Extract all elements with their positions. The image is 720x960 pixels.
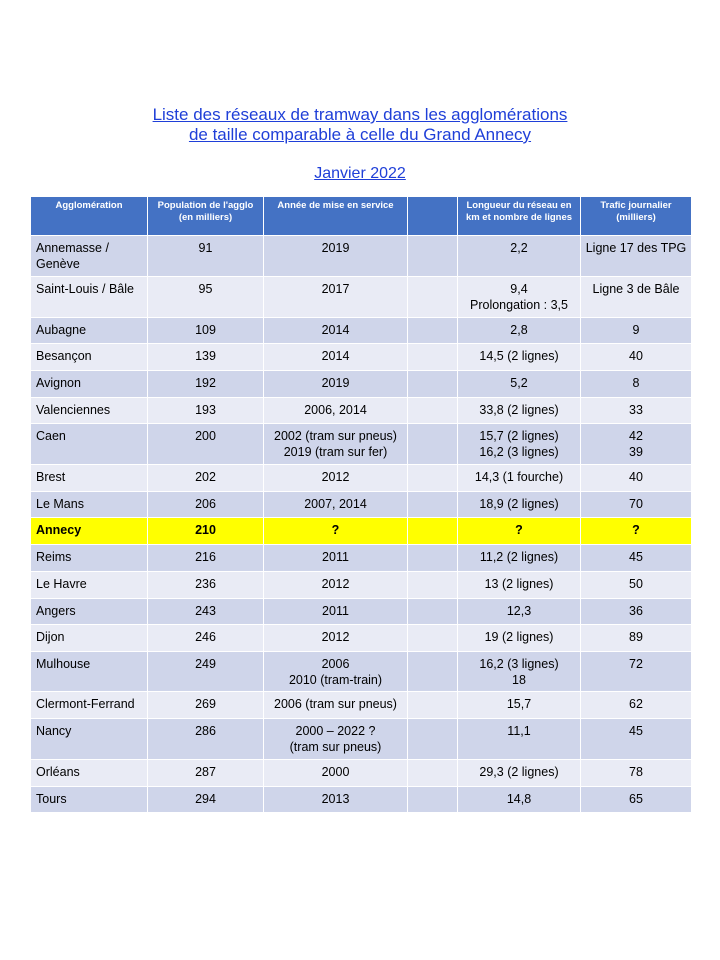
cell-year xyxy=(264,492,408,518)
cell-year-line: 2013 xyxy=(321,792,350,806)
cell-year-line: 2011 xyxy=(322,550,349,564)
cell-population: 269 xyxy=(148,692,264,719)
table-row xyxy=(31,760,692,787)
cell-traffic xyxy=(581,545,692,572)
table-row xyxy=(31,492,692,518)
cell-length xyxy=(458,760,581,787)
cell-year-line: 2014 xyxy=(321,323,350,337)
cell-year xyxy=(264,318,408,344)
cell-length-line: 14,5 (2 lignes) xyxy=(479,349,559,363)
cell-empty xyxy=(408,572,458,599)
cell-length xyxy=(458,398,581,424)
cell-traffic xyxy=(581,652,692,692)
cell-agglomeration: Caen xyxy=(31,424,148,465)
cell-population: 210 xyxy=(148,518,264,545)
cell-traffic xyxy=(581,465,692,492)
cell-traffic-line: 72 xyxy=(629,657,643,671)
header-population: Population de l'agglo (en milliers) xyxy=(148,197,264,236)
cell-length-line: 2,8 xyxy=(510,323,528,337)
table-row xyxy=(31,465,692,492)
cell-agglomeration: Le Mans xyxy=(31,492,148,518)
cell-traffic xyxy=(581,318,692,344)
cell-length-line: 9,4 xyxy=(510,282,528,296)
cell-traffic xyxy=(581,760,692,787)
table-row xyxy=(31,344,692,371)
cell-population: 236 xyxy=(148,572,264,599)
cell-length xyxy=(458,318,581,344)
cell-length-line: 33,8 (2 lignes) xyxy=(479,403,559,417)
cell-empty xyxy=(408,518,458,545)
cell-population: 91 xyxy=(148,236,264,277)
title-line-1: Liste des réseaux de tramway dans les agglomérations xyxy=(152,105,568,124)
cell-empty xyxy=(408,492,458,518)
cell-agglomeration: Le Havre xyxy=(31,572,148,599)
cell-traffic-line: 70 xyxy=(629,497,643,511)
table-row xyxy=(31,398,692,424)
cell-traffic xyxy=(581,719,692,760)
cell-year-line: 2017 xyxy=(321,282,350,296)
cell-length-line: 16,2 (3 lignes) xyxy=(479,657,559,671)
cell-length xyxy=(458,344,581,371)
cell-traffic-line: 8 xyxy=(632,376,640,390)
cell-agglomeration: Tours xyxy=(31,787,148,813)
cell-length xyxy=(458,692,581,719)
cell-empty xyxy=(408,398,458,424)
cell-traffic xyxy=(581,492,692,518)
table-row xyxy=(31,719,692,760)
cell-year xyxy=(264,398,408,424)
cell-empty xyxy=(408,760,458,787)
cell-traffic xyxy=(581,371,692,398)
cell-traffic-line: 50 xyxy=(629,577,643,591)
header-agglomeration: Agglomération xyxy=(31,197,148,236)
cell-year xyxy=(264,625,408,652)
header-traffic: Trafic journalier (milliers) xyxy=(581,197,692,236)
cell-empty xyxy=(408,465,458,492)
table-row xyxy=(31,277,692,318)
cell-length-line: 12,3 xyxy=(506,604,532,618)
cell-year-line: 2019 xyxy=(321,376,350,390)
cell-empty xyxy=(408,692,458,719)
cell-length-line: 14,8 xyxy=(506,792,532,806)
cell-year-line: ? xyxy=(331,523,340,537)
cell-year xyxy=(264,760,408,787)
cell-length xyxy=(458,652,581,692)
cell-length-line: 29,3 (2 lignes) xyxy=(479,765,559,779)
cell-year-line: 2002 (tram sur pneus) xyxy=(274,429,397,443)
cell-year xyxy=(264,652,408,692)
cell-traffic-line: Ligne 17 des TPG xyxy=(585,241,687,255)
cell-population: 206 xyxy=(148,492,264,518)
cell-length xyxy=(458,719,581,760)
title-line-2: de taille comparable à celle du Grand Annecy xyxy=(188,125,532,144)
cell-traffic-line: 45 xyxy=(629,550,643,564)
cell-population: 294 xyxy=(148,787,264,813)
cell-year xyxy=(264,277,408,318)
cell-agglomeration: Aubagne xyxy=(31,318,148,344)
cell-agglomeration: Dijon xyxy=(31,625,148,652)
cell-empty xyxy=(408,625,458,652)
cell-agglomeration: Annecy xyxy=(31,518,148,545)
cell-length-line: 15,7 xyxy=(506,697,532,711)
table-row xyxy=(31,599,692,625)
cell-length-line: 15,7 (2 lignes) xyxy=(479,429,559,443)
cell-length-line: 18,9 (2 lignes) xyxy=(479,497,559,511)
cell-length xyxy=(458,518,581,545)
cell-traffic xyxy=(581,518,692,545)
cell-length xyxy=(458,625,581,652)
header-row xyxy=(31,197,692,236)
cell-traffic-line: 39 xyxy=(629,445,643,459)
cell-traffic xyxy=(581,344,692,371)
cell-length-line: 11,1 xyxy=(507,724,531,738)
cell-agglomeration: Valenciennes xyxy=(31,398,148,424)
cell-empty xyxy=(408,652,458,692)
cell-traffic xyxy=(581,424,692,465)
cell-traffic-line: 33 xyxy=(629,403,643,417)
cell-year-line: 2007, 2014 xyxy=(304,497,367,511)
cell-year-line: 2006 (tram sur pneus) xyxy=(274,697,397,711)
cell-empty xyxy=(408,371,458,398)
cell-length-line: Prolongation : 3,5 xyxy=(470,298,568,312)
cell-year xyxy=(264,371,408,398)
cell-agglomeration: Reims xyxy=(31,545,148,572)
cell-length-line: ? xyxy=(515,523,523,537)
cell-empty xyxy=(408,277,458,318)
cell-year xyxy=(264,692,408,719)
cell-population: 202 xyxy=(148,465,264,492)
cell-year-line: (tram sur pneus) xyxy=(289,740,382,754)
cell-population: 200 xyxy=(148,424,264,465)
cell-agglomeration: Saint-Louis / Bâle xyxy=(31,277,148,318)
table-row xyxy=(31,572,692,599)
cell-length xyxy=(458,371,581,398)
cell-population: 243 xyxy=(148,599,264,625)
cell-length xyxy=(458,465,581,492)
cell-year xyxy=(264,518,408,545)
header-year: Année de mise en service xyxy=(264,197,408,236)
table-row xyxy=(31,787,692,813)
cell-length xyxy=(458,424,581,465)
cell-length xyxy=(458,236,581,277)
cell-agglomeration: Avignon xyxy=(31,371,148,398)
cell-traffic-line: 62 xyxy=(629,697,643,711)
cell-population: 193 xyxy=(148,398,264,424)
cell-year-line: 2000 xyxy=(321,765,350,779)
cell-empty xyxy=(408,545,458,572)
date-label: Janvier 2022 xyxy=(314,165,406,182)
cell-length xyxy=(458,599,581,625)
cell-population: 249 xyxy=(148,652,264,692)
cell-year-line: 2012 xyxy=(321,630,350,644)
cell-year-line: 2006, 2014 xyxy=(304,403,367,417)
table-row xyxy=(31,424,692,465)
cell-empty xyxy=(408,787,458,813)
cell-agglomeration: Mulhouse xyxy=(31,652,148,692)
cell-length-line: 5,2 xyxy=(510,376,528,390)
cell-traffic xyxy=(581,236,692,277)
table-row xyxy=(31,692,692,719)
cell-traffic xyxy=(581,277,692,318)
cell-population: 246 xyxy=(148,625,264,652)
cell-year xyxy=(264,545,408,572)
cell-traffic-line: 89 xyxy=(629,630,643,644)
cell-length xyxy=(458,277,581,318)
cell-year-line: 2006 xyxy=(321,657,350,671)
cell-population: 216 xyxy=(148,545,264,572)
cell-traffic xyxy=(581,572,692,599)
cell-empty xyxy=(408,344,458,371)
cell-empty xyxy=(408,599,458,625)
table-row xyxy=(31,625,692,652)
cell-traffic-line: 42 xyxy=(629,429,643,443)
cell-traffic xyxy=(581,599,692,625)
cell-population: 109 xyxy=(148,318,264,344)
cell-agglomeration: Brest xyxy=(31,465,148,492)
cell-traffic xyxy=(581,692,692,719)
table-row-highlighted xyxy=(31,518,692,545)
cell-traffic xyxy=(581,787,692,813)
table-row xyxy=(31,371,692,398)
cell-traffic xyxy=(581,398,692,424)
cell-length xyxy=(458,572,581,599)
cell-traffic-line: 9 xyxy=(632,323,640,337)
cell-year-line: 2014 xyxy=(321,349,350,363)
cell-population: 286 xyxy=(148,719,264,760)
table-row xyxy=(31,652,692,692)
table-body xyxy=(31,236,692,813)
cell-year xyxy=(264,599,408,625)
cell-agglomeration: Orléans xyxy=(31,760,148,787)
cell-traffic-line: 45 xyxy=(629,724,643,738)
cell-population: 139 xyxy=(148,344,264,371)
cell-traffic-line: 65 xyxy=(629,792,643,806)
cell-population: 287 xyxy=(148,760,264,787)
cell-population: 192 xyxy=(148,371,264,398)
cell-year-line: 2011 xyxy=(322,604,349,618)
cell-traffic-line: ? xyxy=(632,523,640,537)
header-empty xyxy=(408,197,458,236)
cell-traffic-line: 40 xyxy=(629,470,643,484)
cell-agglomeration: Besançon xyxy=(31,344,148,371)
cell-year xyxy=(264,572,408,599)
tramway-table xyxy=(30,196,692,813)
cell-length xyxy=(458,787,581,813)
cell-empty xyxy=(408,236,458,277)
cell-year xyxy=(264,344,408,371)
cell-length-line: 18 xyxy=(512,673,526,687)
table-row xyxy=(31,318,692,344)
cell-length xyxy=(458,492,581,518)
cell-population: 95 xyxy=(148,277,264,318)
cell-length-line: 13 (2 lignes) xyxy=(484,577,554,591)
cell-year xyxy=(264,236,408,277)
cell-year-line: 2010 (tram-train) xyxy=(288,673,383,687)
cell-length-line: 14,3 (1 fourche) xyxy=(474,470,564,484)
cell-empty xyxy=(408,318,458,344)
cell-year-line: 2012 xyxy=(321,577,350,591)
cell-traffic-line: 78 xyxy=(629,765,643,779)
header-length: Longueur du réseau en km et nombre de lignes xyxy=(458,197,581,236)
cell-length xyxy=(458,545,581,572)
cell-empty xyxy=(408,719,458,760)
cell-length-line: 19 (2 lignes) xyxy=(484,630,554,644)
table-row xyxy=(31,236,692,277)
cell-traffic-line: 36 xyxy=(629,604,643,618)
cell-traffic xyxy=(581,625,692,652)
cell-length-line: 11,2 (2 lignes) xyxy=(479,550,559,564)
cell-year xyxy=(264,787,408,813)
cell-agglomeration: Annemasse / Genève xyxy=(31,236,148,277)
cell-agglomeration: Nancy xyxy=(31,719,148,760)
cell-empty xyxy=(408,424,458,465)
cell-year-line: 2019 xyxy=(321,241,350,255)
cell-length-line: 2,2 xyxy=(510,241,528,255)
cell-traffic-line: Ligne 3 de Bâle xyxy=(592,282,680,296)
cell-traffic-line: 40 xyxy=(629,349,643,363)
cell-year xyxy=(264,465,408,492)
cell-year-line: 2012 xyxy=(321,470,350,484)
cell-year xyxy=(264,424,408,465)
table-row xyxy=(31,545,692,572)
cell-year xyxy=(264,719,408,760)
cell-length-line: 16,2 (3 lignes) xyxy=(479,445,559,459)
cell-agglomeration: Angers xyxy=(31,599,148,625)
cell-year-line: 2000 – 2022 ? xyxy=(295,724,376,738)
cell-agglomeration: Clermont-Ferrand xyxy=(31,692,148,719)
cell-year-line: 2019 (tram sur fer) xyxy=(283,445,388,459)
